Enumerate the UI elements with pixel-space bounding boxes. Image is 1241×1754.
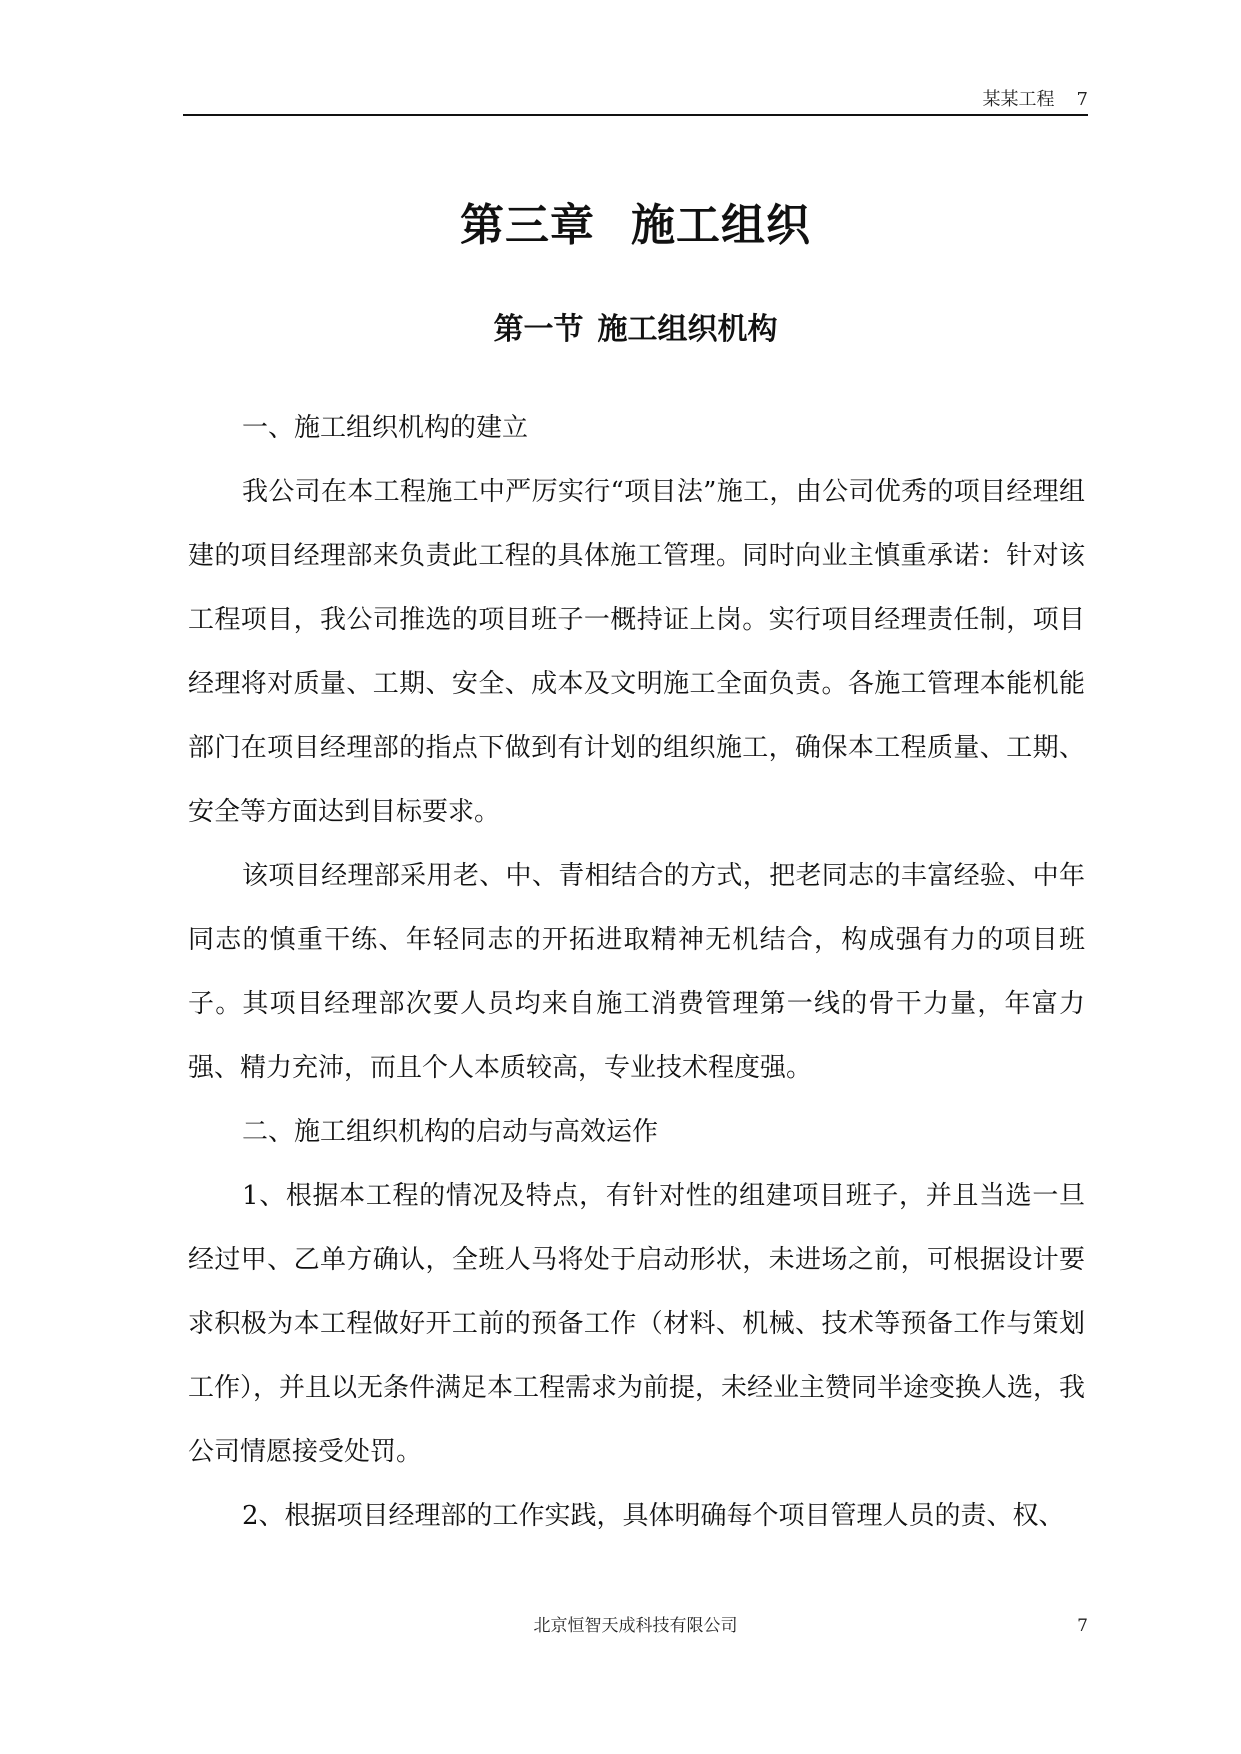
subheading-startup-operation: 二、施工组织机构的启动与高效运作 bbox=[242, 1117, 659, 1147]
chapter-number: 第三章 bbox=[460, 200, 595, 251]
subheading-establishment: 一、施工组织机构的建立 bbox=[242, 413, 529, 443]
chapter-title bbox=[183, 196, 1088, 256]
body-text bbox=[188, 396, 1085, 1548]
section-title bbox=[183, 308, 1088, 352]
chapter-name: 施工组织 bbox=[631, 200, 811, 251]
running-header bbox=[183, 86, 1088, 114]
header-project-name: 某某工程 bbox=[982, 89, 1055, 110]
header-rule bbox=[183, 114, 1088, 116]
running-footer bbox=[183, 1612, 1088, 1640]
header-page-number: 7 bbox=[1076, 89, 1088, 110]
section-name: 施工组织机构 bbox=[597, 312, 778, 347]
section-number: 第一节 bbox=[493, 312, 584, 347]
paragraph: 该项目经理部采用老、中、青相结合的方式，把老同志的丰富经验、中年同志的慎重干练、年轻同志的开拓进取精神无机结合，构成强有力的项目班子。其项目经理部次要人员均来自施工消费管理第一线的骨干力量，年富力强、精力充沛，而且个人本质较高，专业技术程度强。 bbox=[188, 861, 1085, 1083]
paragraph: 我公司在本工程施工中严厉实行“项目法”施工，由公司优秀的项目经理组建的项目经理部来负责此工程的具体施工管理。同时向业主慎重承诺：针对该工程项目，我公司推选的项目班子一概持证上岗。实行项目经理责任制，项目经理将对质量、工期、安全、成本及文明施工全面负责。各施工管理本能机能部门在项目经理部的指点下做到有计划的组织施工，确保本工程质量、工期、安全等方面达到目标要求。 bbox=[188, 477, 1085, 827]
paragraph: 1、根据本工程的情况及特点，有针对性的组建项目班子，并且当选一旦经过甲、乙单方确认，全班人马将处于启动形状，未进场之前，可根据设计要求积极为本工程做好开工前的预备工作（材料、机械、技术等预备工作与策划工作），并且以无条件满足本工程需求为前提，未经业主赞同半途变换人选，我公司情愿接受处罚。 bbox=[188, 1181, 1086, 1467]
footer-company: 北京恒智天成科技有限公司 bbox=[533, 1616, 738, 1636]
paragraph: 2、根据项目经理部的工作实践，具体明确每个项目管理人员的责、权、 bbox=[242, 1501, 1065, 1531]
footer-page-number: 7 bbox=[1077, 1616, 1088, 1636]
